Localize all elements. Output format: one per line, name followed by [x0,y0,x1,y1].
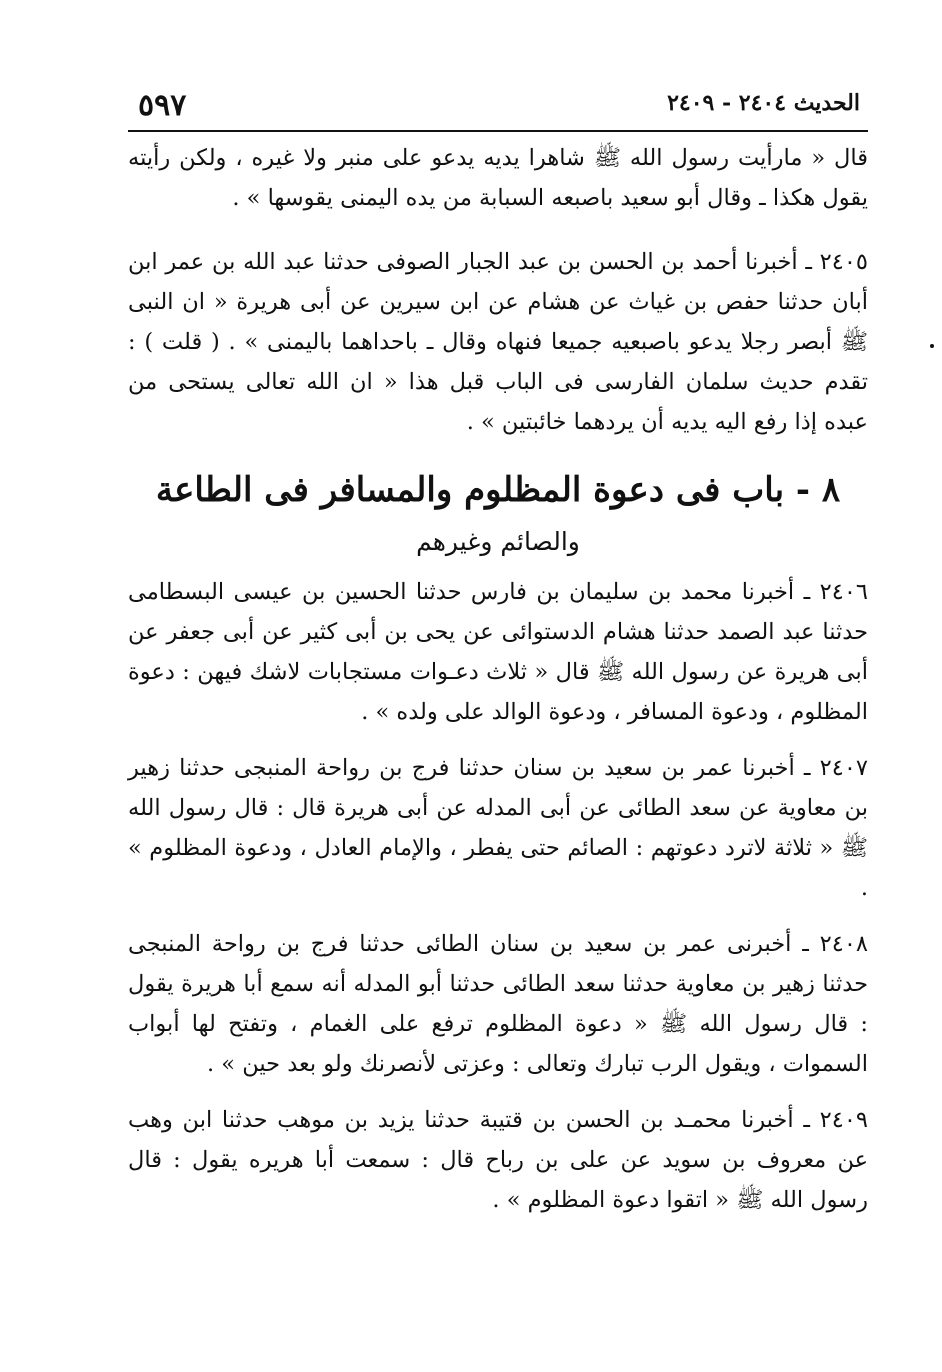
scan-speck [930,344,934,348]
paragraph-hadith-2407: ٢٤٠٧ ـ أخبرنا عمر بن سعيد بن سنان حدثنا فرج بن رواحة المنبجى حدثنا زهير بن معاوية عن سعد الطائى عن أبى المدله عن أبى هريرة قال : قال رسول الله ﷺ « ثلاثة لاترد دعوتهم : الصائم حتى يفطر ، والإمام العادل ، ودعوة المظلوم » . [128,755,868,901]
page-body [128,138,868,1220]
running-head: الحديث ٢٤٠٤ - ٢٤٠٩ [667,90,860,116]
paragraph-continuation: قال « مارأيت رسول الله ﷺ شاهرا يديه يدعو على منبر ولا غيره ، ولكن رأيته يقول هكذا ـ وقال أبو سعيد باصبعه السبابة من يده اليمنى يقوسها » . [128,145,868,211]
header-rule [128,130,868,132]
paragraph-hadith-2406: ٢٤٠٦ ـ أخبرنا محمد بن سليمان بن فارس حدثنا الحسين بن عيسى البسطامى حدثنا عبد الصمد حدثنا هشام الدستوائى عن يحى بن أبى كثير عن أبى جعفر عن أبى هريرة عن رسول الله ﷺ قال « ثلاث دعـوات مستجابات لاشك فيهن : دعوة المظلوم ، ودعوة المسافر ، ودعوة الوالد على ولده » . [128,579,868,725]
paragraph-hadith-2405: ٢٤٠٥ ـ أخبرنا أحمد بن الحسن بن عبد الجبار الصوفى حدثنا عبد الله بن عمر ابن أبان حدثنا حفص بن غياث عن هشام عن ابن سيرين عن أبى هريرة « ان النبى ﷺ أبصر رجلا يدعو باصبعيه جميعا فنهاه وقال ـ باحداهما باليمنى » . ( قلت ) : تقدم حديث سلمان الفارسى فى الباب قبل هذا « ان الله تعالى يستحى من عبده إذا رفع اليه يديه أن يردهما خائبتين » . [128,249,868,435]
page-header [128,84,868,128]
chapter-title: ٨ - باب فى دعوة المظلوم والمسافر فى الطاعة [155,470,841,510]
page-number: ٥٩٧ [138,88,187,123]
paragraph-hadith-2409: ٢٤٠٩ ـ أخبرنا محمـد بن الحسن بن قتيبة حدثنا يزيد بن موهب حدثنا ابن وهب عن معروف بن سويد عن على بن رباح قال : سمعت أبا هريره يقول : قال رسول الله ﷺ « اتقوا دعوة المظلوم » . [128,1107,868,1213]
chapter-subtitle: والصائم وغيرهم [416,527,580,556]
paragraph-hadith-2408: ٢٤٠٨ ـ أخبرنى عمر بن سعيد بن سنان الطائى حدثنا فرج بن رواحة المنبجى حدثنا زهير بن معاوية حدثنا سعد الطائى حدثنا أبو المدله أنه سمع أبا هريرة يقول : قال رسول الله ﷺ « دعوة المظلوم ترفع على الغمام ، وتفتح لها أبواب السموات ، ويقول الرب تبارك وتعالى : وعزتى لأنصرنك ولو بعد حين » . [128,931,868,1077]
